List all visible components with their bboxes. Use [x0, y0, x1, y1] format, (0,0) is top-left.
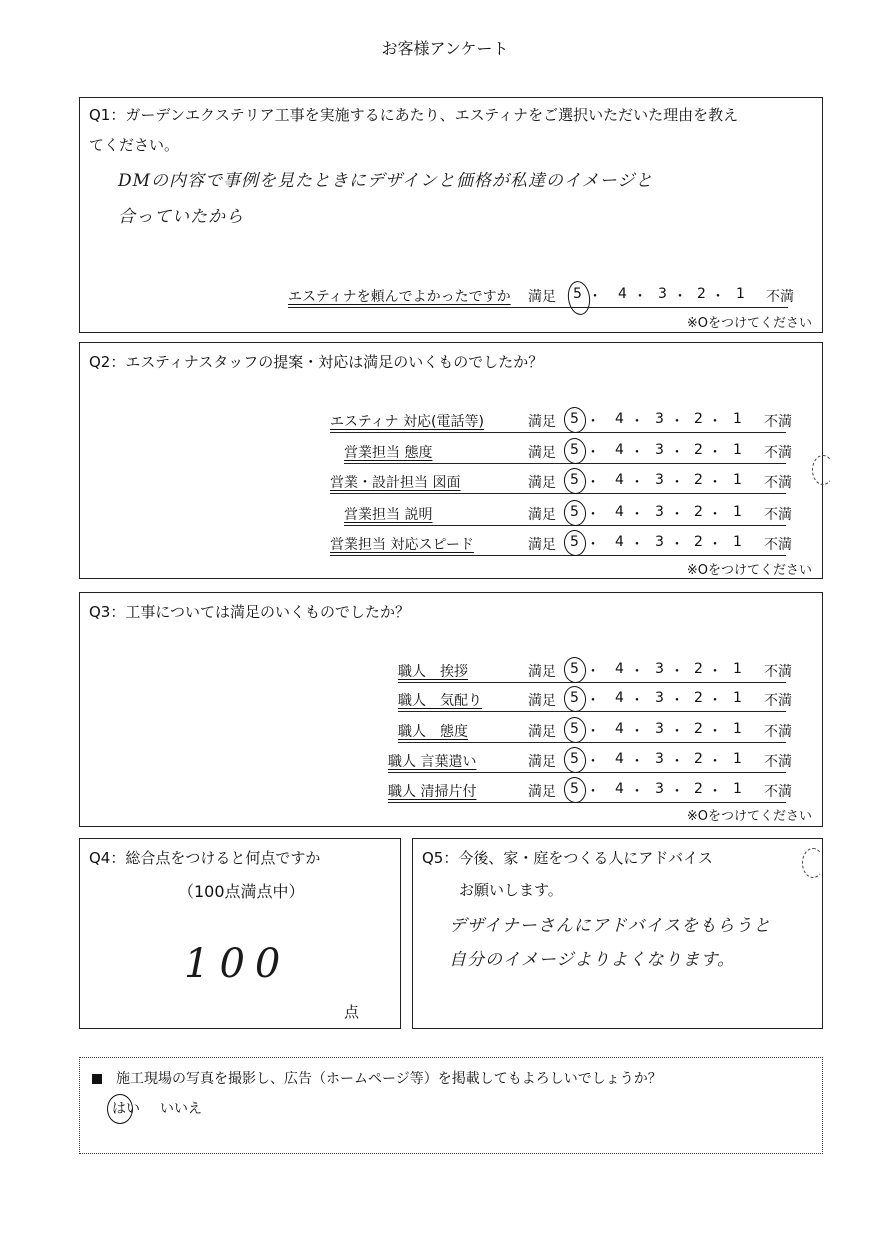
q1-question-line2: てください。 [89, 136, 180, 154]
rating-label: エスティナを頼んでよかったですか [288, 289, 511, 305]
page-title: お客様アンケート [381, 39, 509, 58]
dissatisfied-label: 不満 [764, 693, 792, 709]
circle-instruction-note: ※Oをつけてください [686, 809, 812, 824]
q5-answer-line2[interactable]: 自分のイメージよりよくなります。 [449, 950, 736, 970]
score-1[interactable]: 1 [733, 534, 742, 550]
separator: ・ [708, 475, 722, 491]
q1-box [79, 97, 823, 333]
separator: ・ [708, 414, 722, 430]
dissatisfied-label: 不満 [764, 475, 792, 491]
score-5[interactable]: 5 [570, 504, 579, 520]
rating-label: 営業担当 態度 [344, 445, 433, 461]
separator: ・ [588, 289, 602, 305]
score-2[interactable]: 2 [694, 690, 703, 706]
q5-question-line1: Q5：今後、家・庭をつくる人にアドバイス [422, 849, 713, 867]
score-2[interactable]: 2 [694, 721, 703, 737]
separator: ・ [670, 445, 684, 461]
score-2[interactable]: 2 [694, 781, 703, 797]
separator: ・ [630, 475, 644, 491]
square-bullet-icon [92, 1074, 102, 1084]
separator: ・ [586, 754, 600, 770]
score-1[interactable]: 1 [733, 472, 742, 488]
separator: ・ [670, 507, 684, 523]
option-no[interactable]: いいえ [160, 1101, 202, 1117]
selected-circle-mark [562, 776, 587, 805]
score-2[interactable]: 2 [694, 442, 703, 458]
rating-row[interactable] [388, 781, 792, 803]
score-5[interactable]: 5 [573, 286, 582, 302]
satisfied-label: 満足 [528, 754, 556, 770]
rating-row[interactable] [330, 504, 792, 526]
rating-row[interactable] [330, 472, 792, 494]
score-4[interactable]: 4 [615, 661, 624, 677]
selected-circle-mark [562, 685, 587, 714]
rating-row[interactable] [330, 442, 792, 464]
score-4[interactable]: 4 [615, 442, 624, 458]
separator: ・ [670, 664, 684, 680]
separator: ・ [708, 693, 722, 709]
score-1[interactable]: 1 [733, 504, 742, 520]
separator: ・ [586, 693, 600, 709]
score-1[interactable]: 1 [733, 751, 742, 767]
separator: ・ [670, 475, 684, 491]
q1-question-line1: Q1：ガーデンエクステリア工事を実施するにあたり、エスティナをご選択いただいた理由を教え [89, 106, 739, 124]
score-2[interactable]: 2 [694, 504, 703, 520]
score-5[interactable]: 5 [570, 411, 579, 427]
score-2[interactable]: 2 [694, 472, 703, 488]
separator: ・ [630, 507, 644, 523]
q3-question: Q3：工事については満足のいくものでしたか？ [89, 603, 411, 621]
rating-label: 職人 態度 [398, 724, 468, 740]
separator: ・ [670, 537, 684, 553]
q1-answer-line1[interactable]: DMの内容で事例を見たときにデザインと価格が私達のイメージと [118, 171, 654, 191]
separator: ・ [586, 445, 600, 461]
score-2[interactable]: 2 [694, 751, 703, 767]
separator: ・ [586, 537, 600, 553]
photo-permission-question [92, 1068, 662, 1088]
q4-unit: 点 [344, 1003, 360, 1021]
rating-label: 営業担当 説明 [344, 507, 433, 523]
binder-hole-mark [812, 455, 834, 485]
circle-instruction-note: ※Oをつけてください [686, 563, 812, 578]
q3-box [79, 592, 823, 827]
score-4[interactable]: 4 [615, 411, 624, 427]
option-yes[interactable]: はい [112, 1101, 140, 1117]
separator: ・ [586, 724, 600, 740]
dissatisfied-label: 不満 [764, 664, 792, 680]
q5-answer-line1[interactable]: デザイナーさんにアドバイスをもらうと [449, 916, 772, 936]
score-1[interactable]: 1 [733, 721, 742, 737]
q1-answer-line2[interactable]: 合っていたから [118, 207, 244, 227]
q2-box [79, 342, 823, 579]
dissatisfied-label: 不満 [764, 414, 792, 430]
separator: ・ [630, 693, 644, 709]
score-3[interactable]: 3 [655, 781, 664, 797]
rating-row[interactable] [330, 411, 792, 433]
score-2[interactable]: 2 [694, 411, 703, 427]
selected-circle-mark [562, 437, 587, 466]
satisfied-label: 満足 [528, 537, 556, 553]
score-3[interactable]: 3 [655, 534, 664, 550]
rating-label: 職人 挨拶 [398, 664, 468, 680]
dissatisfied-label: 不満 [764, 445, 792, 461]
satisfied-label: 満足 [528, 445, 556, 461]
rating-label: エスティナ 対応(電話等) [330, 414, 484, 430]
selected-circle-mark [562, 467, 587, 496]
score-3[interactable]: 3 [655, 504, 664, 520]
score-5[interactable]: 5 [570, 661, 579, 677]
separator: ・ [708, 724, 722, 740]
score-1[interactable]: 1 [733, 442, 742, 458]
score-5[interactable]: 5 [570, 472, 579, 488]
score-4[interactable]: 4 [615, 472, 624, 488]
separator: ・ [708, 507, 722, 523]
score-1[interactable]: 1 [733, 411, 742, 427]
separator: ・ [630, 414, 644, 430]
separator: ・ [630, 537, 644, 553]
score-2[interactable]: 2 [697, 286, 706, 302]
score-3[interactable]: 3 [655, 442, 664, 458]
separator: ・ [630, 784, 644, 800]
score-3[interactable]: 3 [655, 411, 664, 427]
separator: ・ [586, 784, 600, 800]
dissatisfied-label: 不満 [764, 537, 792, 553]
score-4[interactable]: 4 [615, 721, 624, 737]
separator: ・ [670, 693, 684, 709]
rating-row[interactable] [388, 690, 792, 712]
selected-circle-mark [562, 529, 587, 558]
separator: ・ [670, 784, 684, 800]
q4-box [79, 838, 401, 1029]
score-4[interactable]: 4 [615, 504, 624, 520]
score-3[interactable]: 3 [655, 751, 664, 767]
separator: ・ [708, 664, 722, 680]
satisfied-label: 満足 [528, 724, 556, 740]
separator: ・ [708, 754, 722, 770]
separator: ・ [630, 754, 644, 770]
satisfied-label: 満足 [528, 693, 556, 709]
score-4[interactable]: 4 [615, 534, 624, 550]
q4-score-answer[interactable]: 100 [184, 941, 291, 987]
q4-subtitle: （100点満点中） [178, 882, 305, 901]
separator: ・ [708, 445, 722, 461]
separator: ・ [586, 414, 600, 430]
separator: ・ [586, 507, 600, 523]
rating-row[interactable] [388, 661, 792, 683]
score-5[interactable]: 5 [570, 721, 579, 737]
q5-question-line2: お願いします。 [459, 881, 563, 899]
score-5[interactable]: 5 [570, 534, 579, 550]
separator: ・ [586, 664, 600, 680]
satisfied-label: 満足 [528, 664, 556, 680]
q5-box [412, 838, 823, 1029]
separator: ・ [670, 724, 684, 740]
photo-permission-box [79, 1057, 823, 1154]
satisfied-label: 満足 [528, 507, 556, 523]
separator: ・ [633, 289, 647, 305]
separator: ・ [630, 724, 644, 740]
satisfied-label: 満足 [528, 289, 556, 305]
rating-label: 営業担当 対応スピード [330, 537, 474, 553]
separator: ・ [670, 754, 684, 770]
rating-label: 職人 気配り [398, 693, 482, 709]
separator: ・ [630, 664, 644, 680]
score-3[interactable]: 3 [658, 286, 667, 302]
score-2[interactable]: 2 [694, 534, 703, 550]
satisfied-label: 満足 [528, 475, 556, 491]
score-4[interactable]: 4 [615, 690, 624, 706]
q2-question: Q2：エスティナスタッフの提案・対応は満足のいくものでしたか？ [89, 353, 544, 371]
selected-circle-mark [562, 406, 587, 435]
separator: ・ [586, 475, 600, 491]
selected-yes-circle-mark [107, 1094, 133, 1124]
separator: ・ [708, 784, 722, 800]
q4-question: Q4：総合点をつけると何点ですか [89, 849, 321, 867]
separator: ・ [670, 414, 684, 430]
rating-label: 職人 言葉遣い [388, 754, 477, 770]
score-1[interactable]: 1 [733, 781, 742, 797]
score-5[interactable]: 5 [570, 751, 579, 767]
selected-circle-mark [562, 716, 587, 745]
rating-label: 職人 清掃片付 [388, 784, 477, 800]
selected-circle-mark [562, 656, 587, 685]
score-1[interactable]: 1 [733, 690, 742, 706]
selected-circle-mark [562, 746, 587, 775]
dissatisfied-label: 不満 [764, 724, 792, 740]
separator: ・ [673, 289, 687, 305]
score-3[interactable]: 3 [655, 472, 664, 488]
score-5[interactable]: 5 [570, 690, 579, 706]
score-5[interactable]: 5 [570, 442, 579, 458]
score-3[interactable]: 3 [655, 661, 664, 677]
score-1[interactable]: 1 [736, 286, 745, 302]
dissatisfied-label: 不満 [764, 754, 792, 770]
q1-rating-row[interactable] [288, 286, 794, 308]
separator: ・ [711, 289, 725, 305]
dissatisfied-label: 不満 [766, 289, 794, 305]
rating-row[interactable] [388, 751, 792, 773]
rating-row[interactable] [330, 534, 792, 556]
dissatisfied-label: 不満 [764, 784, 792, 800]
score-1[interactable]: 1 [733, 661, 742, 677]
satisfied-label: 満足 [528, 414, 556, 430]
score-3[interactable]: 3 [655, 690, 664, 706]
selected-circle-mark [562, 499, 587, 528]
satisfied-label: 満足 [528, 784, 556, 800]
rating-row[interactable] [388, 721, 792, 743]
rating-label: 営業・設計担当 図面 [330, 475, 461, 491]
score-4[interactable]: 4 [615, 781, 624, 797]
score-2[interactable]: 2 [694, 661, 703, 677]
score-3[interactable]: 3 [655, 721, 664, 737]
circle-instruction-note: ※Oをつけてください [686, 316, 812, 331]
separator: ・ [708, 537, 722, 553]
binder-hole-mark [802, 848, 824, 878]
score-4[interactable]: 4 [615, 751, 624, 767]
score-5[interactable]: 5 [570, 781, 579, 797]
dissatisfied-label: 不満 [764, 507, 792, 523]
photo-permission-text: 施工現場の写真を撮影し、広告（ホームページ等）を掲載してもよろしいでしょうか？ [116, 1071, 662, 1087]
score-4[interactable]: 4 [618, 286, 627, 302]
separator: ・ [630, 445, 644, 461]
